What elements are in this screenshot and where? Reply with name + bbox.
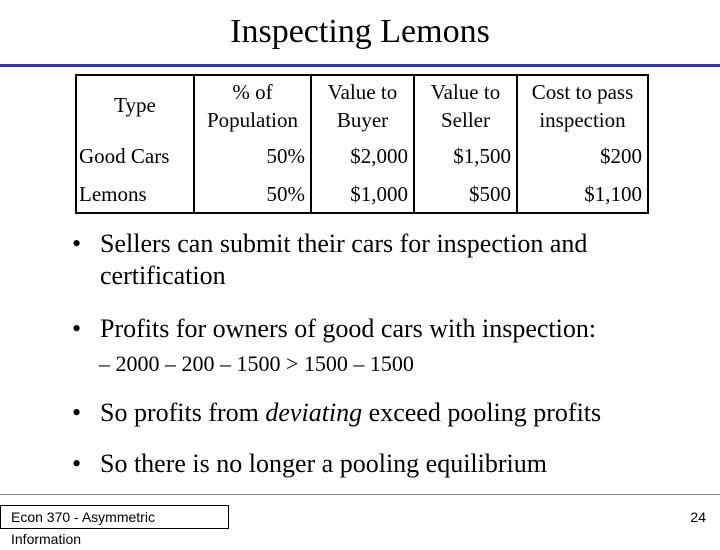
row-buyer-value: $1,000 (350, 182, 408, 206)
row-pct: 50% (266, 144, 305, 168)
slide-title: Inspecting Lemons (230, 13, 490, 50)
row-type: Lemons (79, 182, 147, 206)
row-seller-value: $1,500 (453, 144, 511, 168)
title-underline (0, 64, 720, 67)
bullet-text: Profits for owners of good cars with inspection: (100, 314, 597, 343)
row-pct: 50% (266, 182, 305, 206)
header-cost-line2: inspection (539, 108, 626, 132)
sub-bullet-text: – 2000 – 200 – 1500 > 1500 – 1500 (99, 351, 414, 376)
header-cost-line1: Cost to pass (531, 80, 634, 104)
header-population-line2: Population (206, 108, 298, 132)
bullet-text-start: So profits from (100, 398, 266, 427)
header-buyer-line1: Value to (327, 80, 398, 104)
row-type: Good Cars (79, 144, 170, 168)
header-seller-line1: Value to (430, 80, 501, 104)
bullet-marker: • (72, 229, 82, 258)
header-buyer-line2: Buyer (336, 108, 389, 132)
emphasis-text: deviating (265, 398, 363, 427)
bullet-marker: • (72, 398, 82, 427)
row-buyer-value: $2,000 (350, 144, 408, 168)
footer-divider (0, 494, 720, 495)
bullet-text: Sellers can submit their cars for inspection and certification (100, 229, 588, 290)
bullet-marker: • (72, 449, 82, 478)
bullet-text: So there is no longer a pooling equilibrium (100, 449, 547, 478)
bullet-text-end: exceed pooling profits (362, 398, 602, 427)
bullet-marker: • (72, 314, 82, 343)
row-inspection-cost: $200 (600, 144, 642, 168)
footer-course-label: Econ 370 - Asymmetric Information (0, 505, 229, 529)
page-number: 24 (690, 509, 706, 525)
header-population-line1: % of (232, 80, 273, 104)
header-type: Type (114, 93, 156, 117)
row-inspection-cost: $1,100 (584, 182, 642, 206)
header-seller-line2: Seller (441, 108, 490, 132)
bullet-text (100, 397, 700, 429)
row-seller-value: $500 (469, 182, 511, 206)
